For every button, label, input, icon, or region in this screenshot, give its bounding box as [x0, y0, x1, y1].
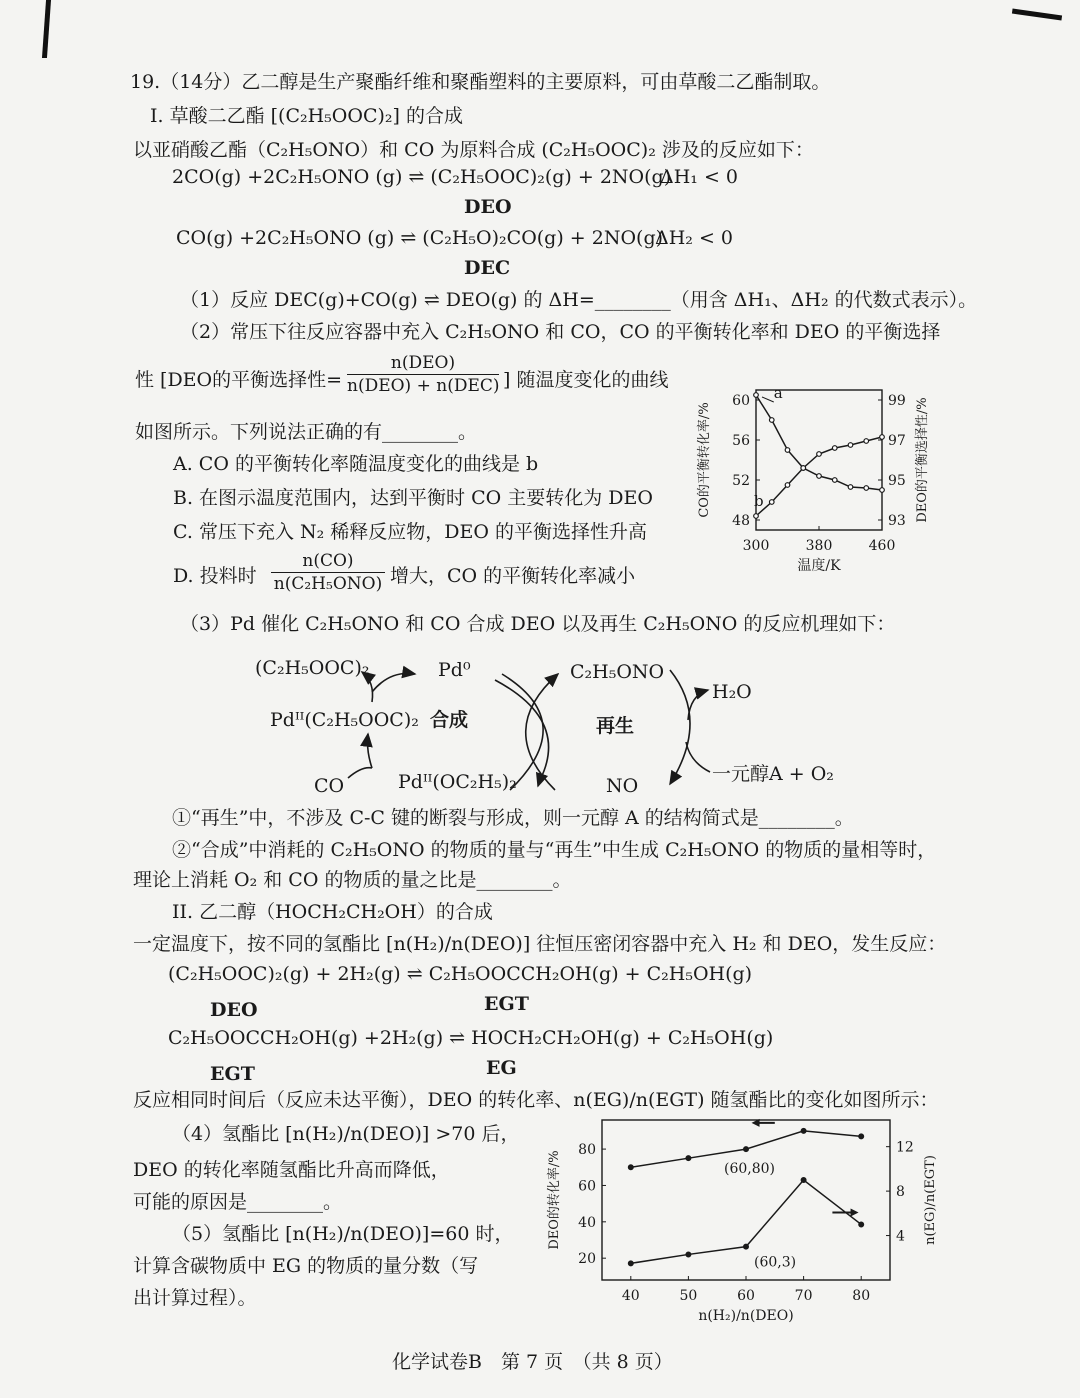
y-right-tick-label: 93	[888, 513, 906, 529]
equation-3-label-deo: DEO	[210, 999, 258, 1021]
y-left-tick-label: 60	[578, 1178, 596, 1195]
data-point	[801, 1178, 806, 1183]
scan-mark-right	[1012, 9, 1062, 21]
mech-alcohol-o2: 一元醇A + O₂	[712, 763, 834, 785]
y-right-axis-label: n(EG)/n(EGT)	[923, 1155, 938, 1245]
part2-intro: 一定温度下，按不同的氢酯比 [n(H₂)/n(DEO)] 往恒压密闭容器中充入 H₂ 和 DEO，发生反应：	[133, 933, 947, 955]
question-header: 19.（14分）乙二醇是生产聚酯纤维和聚酯塑料的主要原料，可由草酸二乙酯制取。	[130, 71, 831, 93]
x-tick-label: 460	[868, 538, 896, 554]
equation-3: (C₂H₅OOC)₂(g) + 2H₂(g) ⇌ C₂H₅OOCCH₂OH(g) + C₂H₅OH(g)	[168, 963, 753, 985]
data-point	[880, 488, 885, 493]
data-point	[686, 1252, 691, 1257]
cycle-arrow-left-top	[372, 673, 415, 692]
equation-1-dh: ΔH₁ < 0	[660, 166, 738, 188]
question-3-sub1: ①“再生”中，不涉及 C-C 键的断裂与形成，则一元醇 A 的结构简式是________。	[172, 807, 854, 829]
y-left-tick-label: 52	[732, 473, 750, 489]
x-tick-label: 60	[737, 1288, 755, 1304]
equation-4-label-eg: EG	[486, 1057, 517, 1079]
option-d-numerator: n(CO)	[271, 550, 385, 573]
data-point	[864, 486, 869, 491]
scan-mark-left	[42, 0, 51, 58]
chart-deo-conversion-eg-ratio	[540, 1110, 950, 1330]
equation-3-label-egt: EGT	[484, 993, 529, 1015]
y-right-axis-label: DEO的平衡选择性/%	[915, 397, 930, 523]
part2-result: 反应相同时间后（反应未达平衡），DEO 的转化率、n(EG)/n(EGT) 随氢酯比的变化如图所示：	[133, 1089, 939, 1111]
data-point	[785, 448, 790, 453]
mech-no: NO	[606, 775, 639, 797]
mech-left-top: (C₂H₅OOC)₂	[255, 657, 370, 679]
cycle-arrow-left-bottom	[368, 734, 373, 768]
question-3: （3）Pd 催化 C₂H₅ONO 和 CO 合成 DEO 以及再生 C₂H₅ONO 的反应机理如下：	[180, 613, 896, 635]
data-point	[832, 446, 837, 451]
plot-frame	[602, 1120, 890, 1280]
question-4-line3: 可能的原因是________。	[133, 1191, 343, 1213]
part1-title: I. 草酸二乙酯 [(C₂H₅OOC)₂] 的合成	[150, 105, 463, 127]
question-3-sub2b: 理论上消耗 O₂ 和 CO 的物质的量之比是________。	[133, 869, 572, 891]
series-label-a-leader	[762, 397, 774, 402]
data-point	[744, 1147, 749, 1152]
equation-2-dh: ΔH₂ < 0	[655, 227, 733, 249]
y-left-tick-label: 48	[732, 513, 750, 529]
option-d-post: 增大，CO 的平衡转化率减小	[390, 565, 636, 587]
question-2-line2-post: ] 随温度变化的曲线	[503, 369, 669, 391]
data-point	[754, 514, 759, 519]
question-5-line3: 出计算过程）。	[133, 1287, 257, 1309]
cycle-arrow-co	[348, 768, 372, 778]
y-right-tick-label: 95	[888, 473, 906, 489]
x-tick-label: 40	[621, 1288, 640, 1304]
equation-2: CO(g) +2C₂H₅ONO (g) ⇌ (C₂H₅O)₂CO(g) + 2NO(g)	[176, 227, 664, 249]
x-tick-label: 70	[794, 1288, 813, 1304]
part2-title: II. 乙二醇（HOCH₂CH₂OH）的合成	[172, 901, 493, 923]
equation-2-label: DEC	[464, 257, 511, 279]
question-2-line1: （2）常压下往反应容器中充入 C₂H₅ONO 和 CO，CO 的平衡转化率和 DEO 的平衡选择	[180, 321, 941, 343]
option-c: C. 常压下充入 N₂ 稀释反应物，DEO 的平衡选择性升高	[173, 521, 647, 543]
x-tick-label: 380	[805, 538, 833, 554]
y-right-tick-label: 4	[896, 1228, 905, 1245]
data-point	[754, 393, 759, 398]
y-left-tick-label: 80	[578, 1142, 596, 1159]
data-point	[817, 452, 822, 457]
mech-left-mid: Pdᴵᴵ(C₂H₅OOC)₂	[270, 709, 419, 731]
y-right-tick-label: 97	[888, 433, 906, 449]
option-b: B. 在图示温度范围内，达到平衡时 CO 主要转化为 DEO	[173, 487, 653, 509]
cycle-arrow-h2o	[688, 690, 708, 720]
y-left-tick-label: 40	[578, 1214, 596, 1231]
option-d-fraction	[271, 550, 385, 595]
y-left-tick-label: 20	[578, 1251, 596, 1268]
mech-pd0: Pd⁰	[438, 659, 471, 681]
data-point	[628, 1261, 633, 1266]
x-axis-label: n(H₂)/n(DEO)	[698, 1308, 794, 1324]
option-d-pre: D. 投料时	[173, 565, 257, 587]
equation-1-label: DEO	[464, 196, 512, 218]
cycle-arc-center-out	[526, 674, 558, 790]
data-point	[785, 483, 790, 488]
equation-1: 2CO(g) +2C₂H₅ONO (g) ⇌ (C₂H₅OOC)₂(g) + 2NO(g)	[172, 166, 672, 188]
y-left-axis-label: DEO的转化率/%	[547, 1150, 562, 1250]
data-point	[859, 1222, 864, 1227]
data-point	[801, 1129, 806, 1134]
mech-right-top: C₂H₅ONO	[570, 661, 665, 683]
series-label-a: a	[773, 384, 783, 402]
question-5-line1: （5）氢酯比 [n(H₂)/n(DEO)]=60 时，	[172, 1223, 514, 1245]
data-point	[859, 1134, 864, 1139]
mech-left-bottom: Pdᴵᴵ(OC₂H₅)₂	[398, 771, 517, 793]
question-4-line2: DEO 的转化率随氢酯比升高而降低，	[133, 1159, 450, 1181]
y-right-tick-label: 12	[896, 1139, 914, 1156]
y-left-tick-label: 56	[732, 433, 750, 449]
data-point	[628, 1165, 633, 1170]
data-point	[686, 1156, 691, 1161]
equation-4-label-egt: EGT	[210, 1063, 255, 1085]
x-tick-label: 80	[852, 1288, 871, 1304]
y-left-tick-label: 60	[732, 393, 750, 409]
question-5-line2: 计算含碳物质中 EG 的物质的量分数（写	[133, 1255, 479, 1277]
x-tick-label: 50	[679, 1288, 698, 1304]
mech-co: CO	[314, 775, 345, 797]
mech-label-synthesis: 合成	[430, 709, 469, 731]
part1-intro: 以亚硝酸乙酯（C₂H₅ONO）和 CO 为原料合成 (C₂H₅OOC)₂ 涉及的反应如下：	[133, 139, 814, 161]
plot-frame	[756, 390, 882, 530]
axis-arrow-right-head	[851, 1208, 859, 1216]
annotation-deo: (60,80)	[724, 1161, 776, 1178]
data-point	[848, 485, 853, 490]
option-a: A. CO 的平衡转化率随温度变化的曲线是 b	[173, 453, 539, 475]
page-footer: 化学试卷B 第 7 页 （共 8 页）	[392, 1351, 673, 1373]
y-right-tick-label: 8	[896, 1184, 905, 1201]
data-point	[801, 466, 806, 471]
data-point	[744, 1244, 749, 1249]
y-left-axis-label: CO的平衡转化率/%	[697, 402, 712, 518]
mech-label-regeneration: 再生	[596, 715, 635, 737]
question-4-line1: （4）氢酯比 [n(H₂)/n(DEO)] >70 后，	[172, 1123, 520, 1145]
question-1: （1）反应 DEC(g)+CO(g) ⇌ DEO(g) 的 ΔH=________（用含 ΔH₁、ΔH₂ 的代数式表示）。	[180, 289, 978, 311]
question-2-line2-pre: 性 [DEO的平衡选择性=	[135, 369, 343, 391]
cycle-arc-right	[670, 670, 690, 784]
series-label-b: b	[754, 492, 764, 510]
y-right-tick-label: 99	[888, 393, 906, 409]
option-d-denominator: n(C₂H₅ONO)	[273, 574, 383, 594]
selectivity-denominator: n(DEO) + n(DEC)	[347, 376, 500, 396]
selectivity-numerator: n(DEO)	[347, 352, 499, 375]
equation-4: C₂H₅OOCCH₂OH(g) +2H₂(g) ⇌ HOCH₂CH₂OH(g) + C₂H₅OH(g)	[168, 1027, 774, 1049]
question-2-line3: 如图所示。下列说法正确的有________。	[135, 421, 478, 443]
data-point	[880, 435, 885, 440]
x-tick-label: 300	[742, 538, 770, 554]
x-axis-label: 温度/K	[797, 558, 841, 574]
data-point	[769, 418, 774, 423]
selectivity-fraction	[347, 352, 499, 397]
data-point	[864, 439, 869, 444]
chart-co-conversion-deo-selectivity	[690, 380, 940, 580]
annotation-ratio: (60,3)	[754, 1254, 797, 1271]
data-point	[769, 500, 774, 505]
cycle-arrow-alcohol	[686, 742, 710, 772]
data-point	[832, 478, 837, 483]
mech-h2o: H₂O	[712, 681, 752, 703]
question-3-sub2a: ②“合成”中消耗的 C₂H₅ONO 的物质的量与“再生”中生成 C₂H₅ONO 的物质的量相等时，	[172, 839, 937, 861]
data-point	[817, 474, 822, 479]
series-line-1	[631, 1180, 861, 1263]
data-point	[848, 443, 853, 448]
